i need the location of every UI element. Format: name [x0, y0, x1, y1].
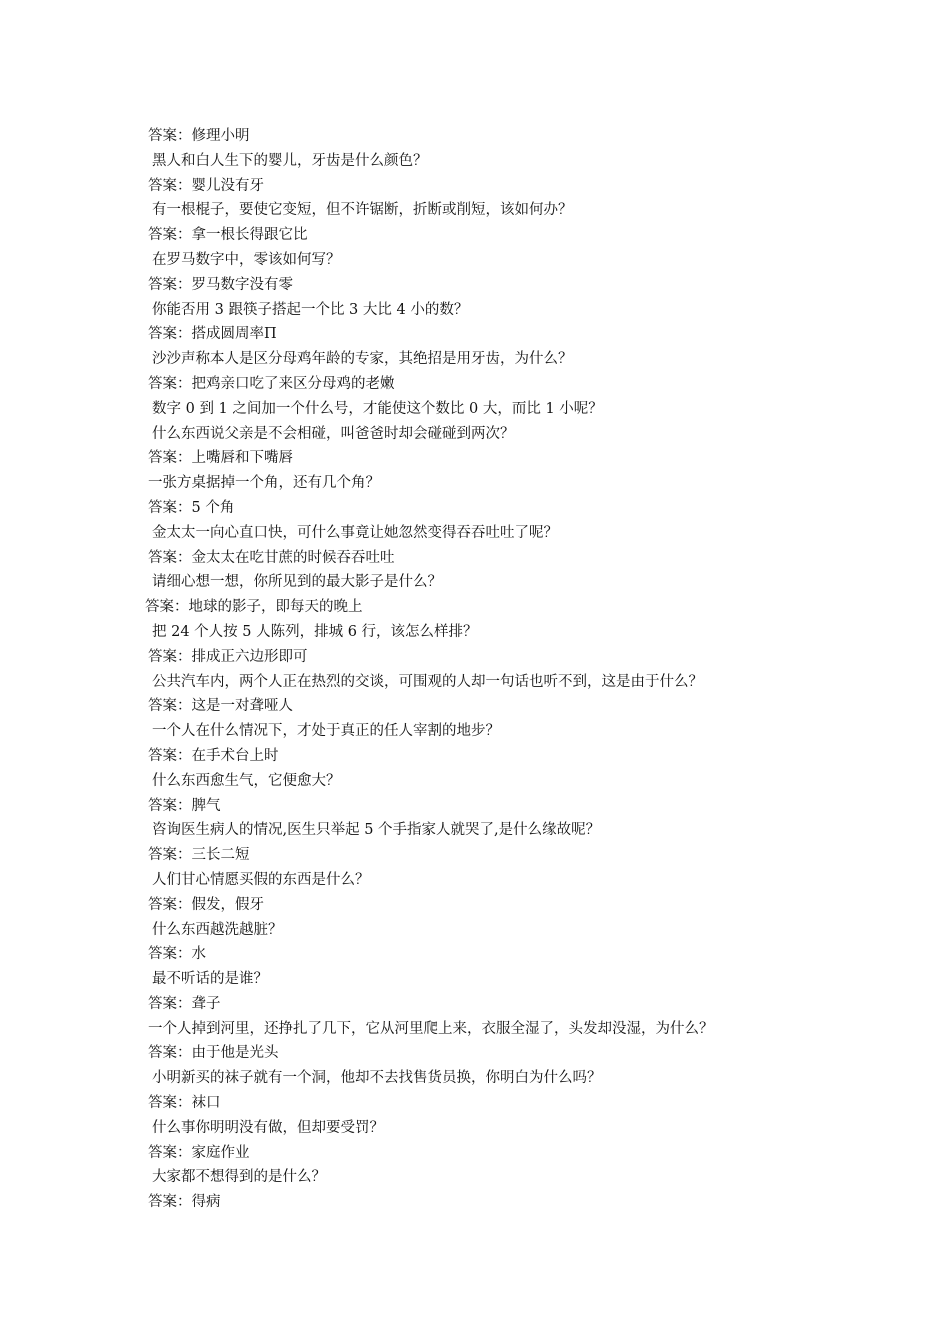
answer-line: 答案：金太太在吃甘蔗的时候吞吞吐吐	[148, 549, 395, 566]
answer-line: 答案：5 个角	[148, 499, 235, 516]
answer-line: 答案：家庭作业	[148, 1144, 250, 1161]
question-line: 一个人在什么情况下，才处于真正的任人宰割的地步？	[152, 723, 500, 740]
question-line: 大家都不想得到的是什么？	[152, 1169, 326, 1186]
answer-line: 答案：三长二短	[148, 847, 250, 864]
answer-line: 答案：搭成圆周率Π	[148, 326, 277, 343]
question-line: 咨询医生病人的情况,医生只举起 5 个手指家人就哭了,是什么缘故呢？	[152, 822, 601, 839]
answer-line: 答案：脾气	[148, 797, 221, 814]
answer-line: 答案：袜口	[148, 1095, 221, 1112]
question-line: 把 24 个人按 5 人陈列，排城 6 行，该怎么样排？	[152, 623, 478, 640]
question-line: 最不听话的是谁？	[152, 971, 268, 988]
answer-line: 答案：由于他是光头	[148, 1045, 279, 1062]
answer-line: 答案：水	[148, 946, 206, 963]
question-line: 一张方桌据掉一个角，还有几个角？	[148, 475, 380, 492]
answer-line: 答案：排成正六边形即可	[148, 648, 308, 665]
question-line: 人们甘心情愿买假的东西是什么？	[152, 871, 370, 888]
question-line: 什么东西越洗越脏？	[152, 921, 283, 938]
question-line: 一个人掉到河里，还挣扎了几下，它从河里爬上来，衣服全湿了，头发却没湿，为什么？	[148, 1020, 714, 1037]
riddle-list	[0, 124, 950, 1215]
question-line: 请细心想一想，你所见到的最大影子是什么？	[152, 574, 442, 591]
question-line: 你能否用 3 跟筷子搭起一个比 3 大比 4 小的数？	[152, 301, 469, 318]
answer-line: 答案：聋子	[148, 995, 221, 1012]
question-line: 金太太一向心直口快，可什么事竟让她忽然变得吞吞吐吐了呢？	[152, 524, 558, 541]
answer-line: 答案：罗马数字没有零	[148, 276, 293, 293]
answer-line: 答案：地球的影子，即每天的晚上	[145, 599, 363, 616]
question-line: 小明新买的袜子就有一个洞，他却不去找售货员换，你明白为什么吗？	[152, 1070, 602, 1087]
answer-line: 答案：把鸡亲口吃了来区分母鸡的老嫩	[148, 375, 395, 392]
answer-line: 答案：在手术台上时	[148, 747, 279, 764]
answer-line: 答案：拿一根长得跟它比	[148, 227, 308, 244]
question-line: 什么东西说父亲是不会相碰，叫爸爸时却会碰碰到两次？	[152, 425, 515, 442]
answer-line: 答案：假发，假牙	[148, 896, 264, 913]
answer-line: 答案：这是一对聋哑人	[148, 698, 293, 715]
question-line: 什么事你明明没有做，但却要受罚？	[152, 1119, 384, 1136]
question-line: 公共汽车内，两个人正在热烈的交谈，可围观的人却一句话也听不到，这是由于什么？	[152, 673, 703, 690]
answer-line: 答案：修理小明	[148, 128, 250, 144]
answer-line: 答案：得病	[148, 1194, 221, 1211]
question-line: 数字 0 到 1 之间加一个什么号，才能使这个数比 0 大，而比 1 小呢？	[152, 400, 603, 417]
question-line: 有一根棍子，要使它变短，但不许锯断，折断或削短，该如何办？	[152, 202, 573, 219]
question-line: 在罗马数字中，零该如何写？	[152, 251, 341, 268]
question-line: 什么东西愈生气，它便愈大？	[152, 772, 341, 789]
answer-line: 答案：上嘴唇和下嘴唇	[148, 450, 293, 467]
question-line: 黑人和白人生下的婴儿，牙齿是什么颜色？	[152, 152, 428, 169]
answer-line: 答案：婴儿没有牙	[148, 177, 264, 194]
question-line: 沙沙声称本人是区分母鸡年龄的专家，其绝招是用牙齿，为什么？	[152, 351, 573, 368]
